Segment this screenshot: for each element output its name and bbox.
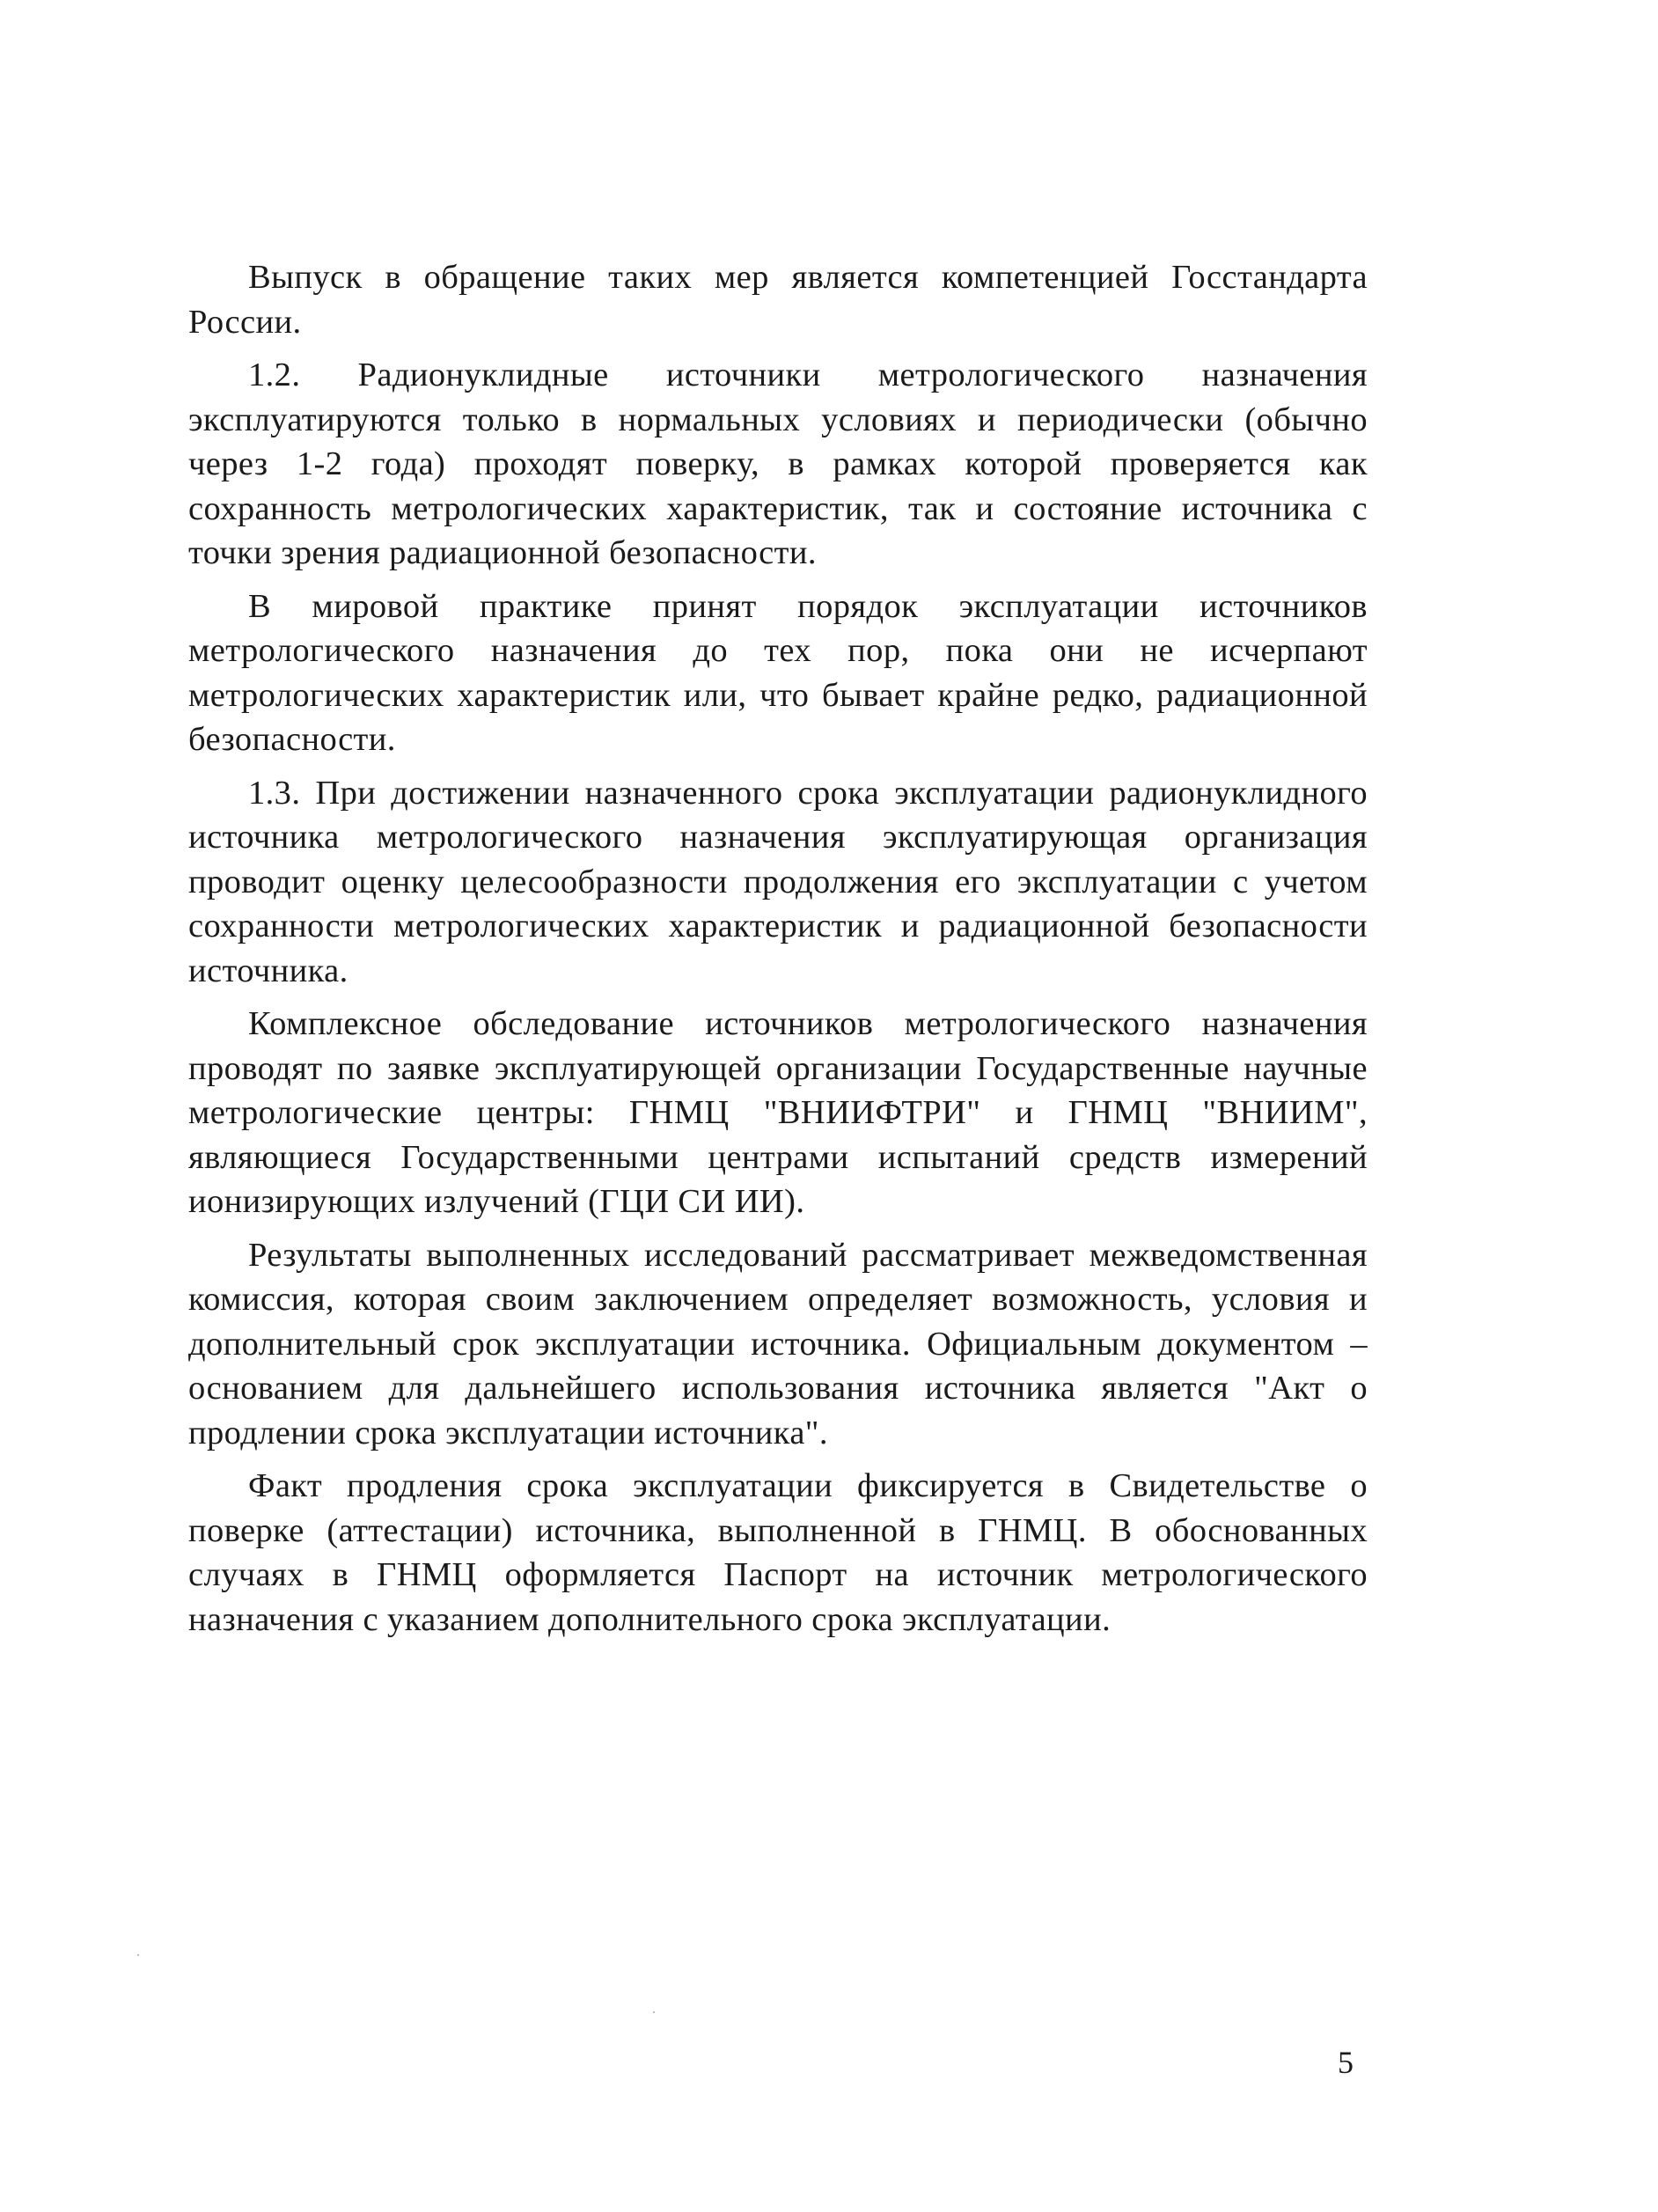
scan-speck — [137, 1954, 139, 1956]
paragraph-2: 1.2. Радионуклидные источники метрологического назначения эксплуатируются только в нормальных условиях и периодически (обычно через 1-2 года) проходят поверку, в рамках которой проверяется как сохранность метрологических характеристик, так и состояние источника с точки зрения радиационной безопасности. — [188, 356, 1368, 571]
paragraph-6: Результаты выполненных исследований рассматривает межведомственная комиссия, которая своим заключением определяет возможность, условия и дополнительный срок эксплуатации источника. Официальным документом – основанием для дальнейшего использования источника является "Акт о продлении срока эксплуатации источника". — [188, 1236, 1368, 1451]
page-number: 5 — [1338, 2045, 1354, 2080]
scan-speck — [653, 2011, 655, 2013]
paragraph-5: Комплексное обследование источников метрологического назначения проводят по заявке эксплуатирующей организации Государственные научные метрологические центры: ГНМЦ "ВНИИФТРИ" и ГНМЦ "ВНИИМ", являющиеся Государственными центрами испытаний средств измерений ионизирующих излучений (ГЦИ СИ ИИ). — [188, 1005, 1368, 1220]
paragraph-3: В мировой практике принят порядок эксплуатации источников метрологического назначения до тех пор, пока они не исчерпают метрологических характеристик или, что бывает крайне редко, радиационной безопасности. — [188, 587, 1368, 758]
paragraph-4: 1.3. При достижении назначенного срока эксплуатации радионуклидного источника метрологического назначения эксплуатирующая организация проводит оценку целесообразности продолжения его эксплуатации с учетом сохранности метрологических характеристик и радиационной безопасности источника. — [188, 774, 1368, 989]
document-page — [188, 255, 1368, 1650]
paragraph-1: Выпуск в обращение таких мер является компетенцией Госстандарта России. — [188, 259, 1368, 341]
paragraph-7: Факт продления срока эксплуатации фиксируется в Свидетельстве о поверке (аттестации) источника, выполненной в ГНМЦ. В обоснованных случаях в ГНМЦ оформляется Паспорт на источник метрологического назначения с указанием дополнительного срока эксплуатации. — [188, 1467, 1368, 1638]
